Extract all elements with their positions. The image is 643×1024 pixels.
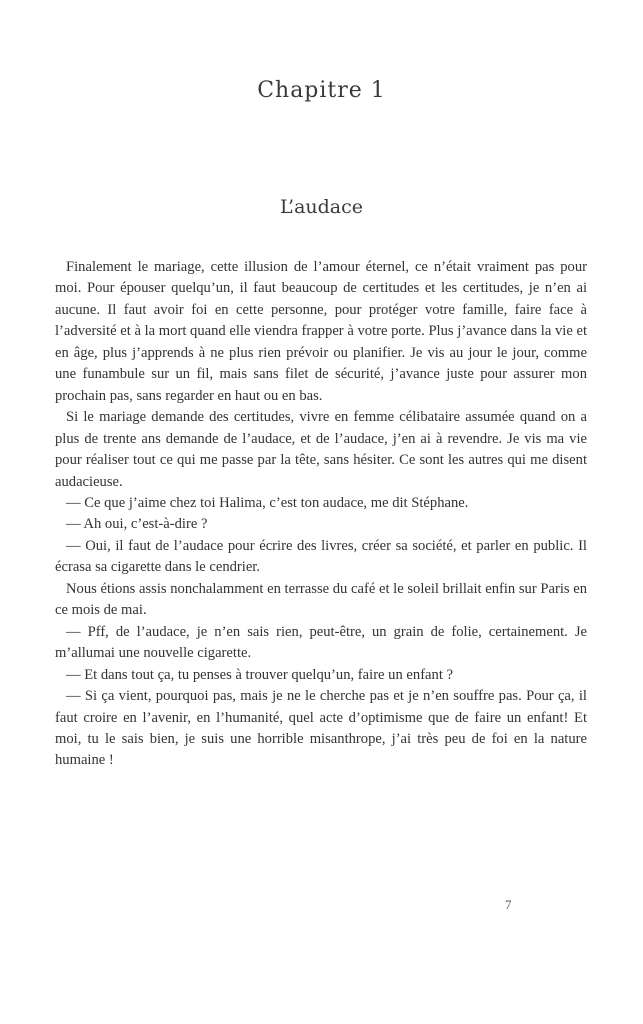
paragraph: — Et dans tout ça, tu penses à trouver quelqu’un, faire un enfant ? [66,666,454,683]
chapter-body [55,257,587,772]
paragraph: Nous étions assis nonchalamment en terrasse du café et le soleil brillait enfin sur Paris en ce mois de mai. [55,580,587,619]
page-number: 7 [505,897,512,912]
paragraph: — Ah oui, c’est-à-dire ? [66,516,208,533]
paragraph: — Si ça vient, pourquoi pas, mais je ne le cherche pas et je n’en souffre pas. Pour ça, il faut croire en l’avenir, en l’humanité, quel acte d’optimisme que de faire un enfant! Et moi, tu le sais bien, je suis une horrible misanthrope, j’ai très peu de foi en la nature humaine ! [55,688,587,769]
paragraph: — Pff, de l’audace, je n’en sais rien, peut-être, un grain de folie, certainement. Je m’allumai une nouvelle cigarette. [55,623,587,662]
paragraph: — Oui, il faut de l’audace pour écrire des livres, créer sa société, et parler en public. Il écrasa sa cigarette dans le cendrier. [55,537,587,576]
paragraph: Finalement le mariage, cette illusion de l’amour éternel, ce n’était vraiment pas pour moi. Pour épouser quelqu’un, il faut beaucoup de certitudes et les certitudes, je n’en ai aucune. Il faut avoir foi en cette personne, pour protéger votre famille, faire face à l’adversité et à la mort quand elle viendra frapper à votre porte. Plus j’avance dans la vie et en âge, plus j’apprends à ne plus rien prévoir ou planifier. Je vis au jour le jour, comme une funambule sur un fil, mais sans filet de sécurité, j’avance juste pour assurer mon prochain pas, sans regarder en haut ou en bas. [55,259,587,404]
chapter-title: L’audace [279,196,364,218]
paragraph: — Ce que j’aime chez toi Halima, c’est ton audace, me dit Stéphane. [66,494,469,511]
paragraph: Si le mariage demande des certitudes, vivre en femme célibataire assumée quand on a plus de trente ans demande de l’audace, et de l’audace, j’en ai à revendre. Je vis ma vie pour réaliser tout ce qui me passe par la tête, sans hésiter. Ce sont les autres qui me disent audacieuse. [55,409,587,490]
chapter-heading: Chapitre 1 [257,78,386,103]
